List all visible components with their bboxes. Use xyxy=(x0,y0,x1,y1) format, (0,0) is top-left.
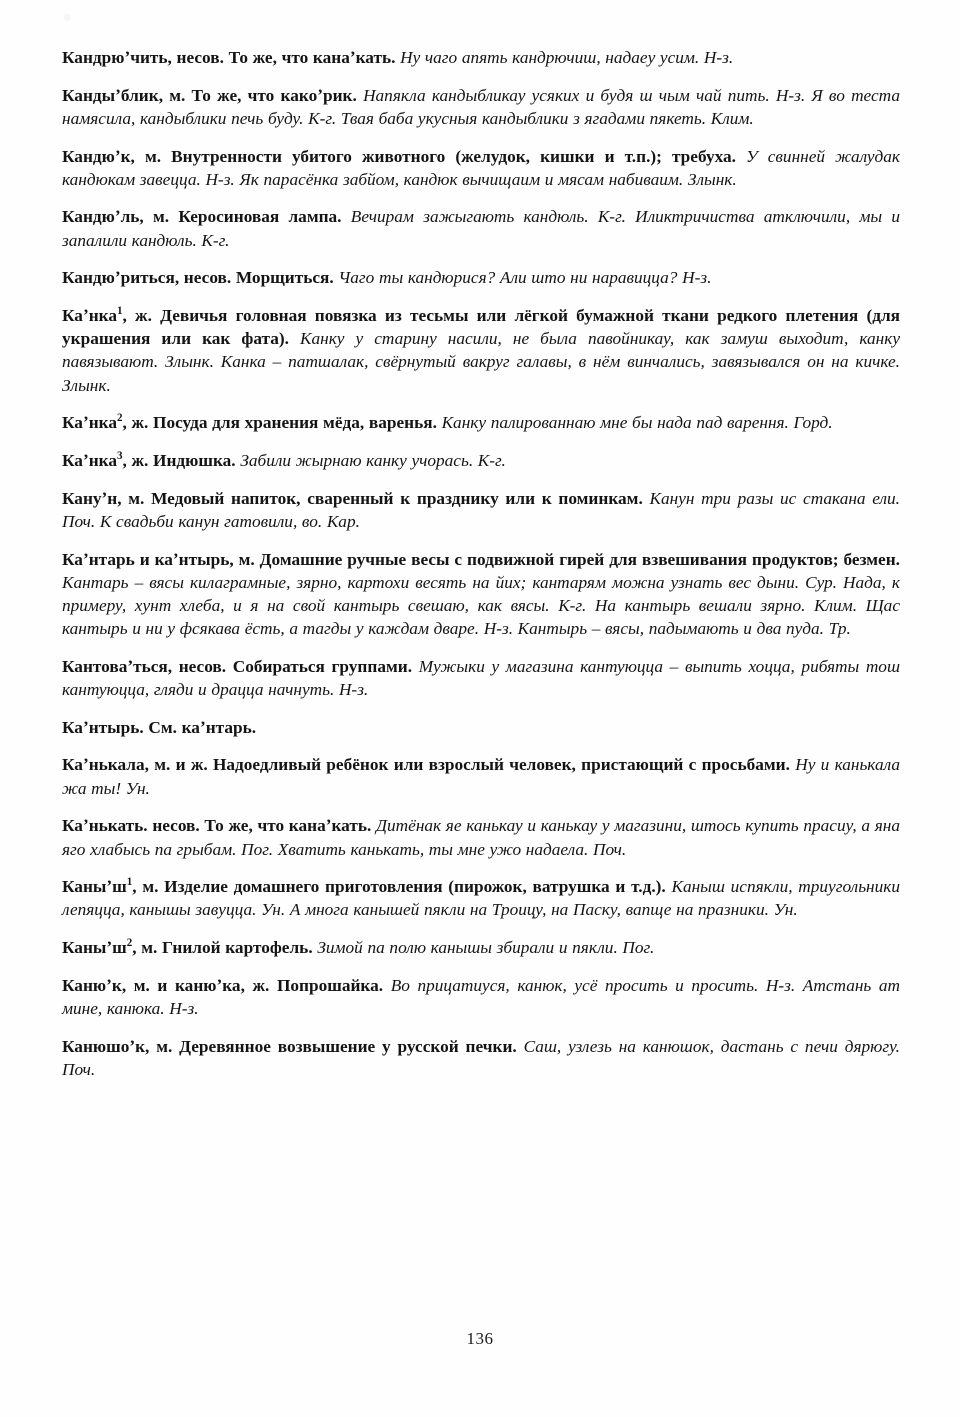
entry-example: Напякла кандыбликау усяких и будя ш чым чай пить. Н-з. Я во теста намясила, кандыблики печь буду. К-г. Твая баба укусныя кандыблики з ягадами пякеть. Клим. xyxy=(62,85,900,128)
dictionary-entry xyxy=(62,716,900,739)
dictionary-entry xyxy=(62,205,900,252)
entry-example: Зимой па полю канышы збирали и пякли. Пог. xyxy=(317,938,655,958)
dictionary-entry xyxy=(62,266,900,289)
dictionary-entry xyxy=(62,449,900,472)
dictionary-entry xyxy=(62,84,900,131)
entry-headword: Канюʼк, м. и канюʼка, ж. Попрошайка. xyxy=(62,975,384,995)
entry-example: Кантарь – вясы килаграмные, зярно, картохи весять на йих; кантарям можна узнать вес дыни. Сур. Нада, к примеру, хунт хлеба, и я на свой кантырь свешаю, как вясы. К-г. На кантырь вешали зярно. Клим. Щас кантырь и ни у фсякава ёсть, а тагды у каждам дваре. Н-з. Кантырь – вясы, падымають и два пуда. Тр. xyxy=(62,572,900,639)
entry-headword: Каныʼш$^2$, м. Гнилой картофель. xyxy=(62,937,313,958)
dictionary-entry xyxy=(62,814,900,861)
entry-example: Чаго ты кандюрися? Али што ни наравицца? Н-з. xyxy=(338,268,712,288)
entry-headword: Кантоваʼться, несов. Собираться группами. xyxy=(62,656,413,676)
entry-example: Дитёнак яе канькау и канькау у магазини, штось купить прасиу, а яна яго хлабысь па грыбам. Пог. Хватить канькать, ты мне ужо надаела. Поч. xyxy=(62,816,900,859)
dictionary-entry xyxy=(62,548,900,641)
entry-example: У свинней жалудак кандюкам завецца. Н-з. Як парасёнка забйом, кандюк вычищаим и мясам набиваим. Злынк. xyxy=(62,146,900,189)
entry-example: Ну и канькала жа ты! Ун. xyxy=(62,755,900,798)
dictionary-entry xyxy=(62,145,900,192)
entry-headword: Канюшоʼк, м. Деревянное возвышение у русской печки. xyxy=(62,1036,517,1056)
entry-example: Канку у старину насили, не была павойникау, как замуш выходит, канку павязывают. Злынк. Канка – патшалак, свёрнутый вакруг галавы, в нём винчались, завязывался он на кичке. Злынк. xyxy=(62,329,900,395)
entry-headword: Каʼнка$^3$, ж. Индюшка. xyxy=(62,450,236,470)
entry-headword: Кануʼн, м. Медовый напиток, сваренный к празднику или к поминкам. xyxy=(62,488,643,508)
dictionary-entry xyxy=(62,936,900,959)
scan-artifact-speck xyxy=(64,14,71,21)
dictionary-entry xyxy=(62,655,900,702)
entry-example: Саш, узлезь на канюшок, дастань с печи дярюгу. Поч. xyxy=(62,1036,900,1079)
entry-example: Канку палированнаю мне бы нада пад варення. Горд. xyxy=(441,413,833,433)
entry-headword: Кандюʼк, м. Внутренности убитого животного (желудок, кишки и т.п.); требуха. xyxy=(62,146,736,166)
entry-example: Канун три разы ис стакана ели. Поч. К свадьби канун гатовили, во. Кар. xyxy=(62,488,901,531)
dictionary-entry xyxy=(62,411,900,434)
entry-headword: Кандрюʼчить, несов. То же, что канаʼкать. xyxy=(62,48,396,67)
dictionary-entry xyxy=(62,753,900,800)
dictionary-entry xyxy=(62,487,900,534)
entry-example: Каныш испякли, триугольники лепяцца, канышы завуцца. Ун. А многа канышей пякли на Троицу, на Паску, вапще на празники. Ун. xyxy=(62,877,900,920)
entry-example: Мужыки у магазина кантуюцца – выпить хоцца, рибяты тош кантуюцца, гляди и драцца начнуть. Н-з. xyxy=(62,656,900,700)
entry-example: Во прицатиуся, канюк, усё просить и просить. Н-з. Атстань ат мине, канюка. Н-з. xyxy=(62,975,900,1018)
dictionary-entry xyxy=(62,46,900,69)
entry-headword: Кандюʼль, м. Керосиновая лампа. xyxy=(62,207,342,227)
entry-example: Забили жырнаю канку учорась. К-г. xyxy=(240,450,506,470)
entry-headword: Кандыʼблик, м. То же, что какоʼрик. xyxy=(62,85,357,105)
page-number: 136 xyxy=(466,1329,494,1348)
entry-headword: Каныʼш$^1$, м. Изделие домашнего приготовления (пирожок, ватрушка и т.д.). xyxy=(62,876,666,897)
entry-headword: Каʼнькать. несов. То же, что канаʼкать. xyxy=(62,816,372,836)
dictionary-entry xyxy=(62,875,900,922)
dictionary-entry-column xyxy=(62,46,900,1081)
entry-headword: Каʼнтырь. См. каʼнтарь. xyxy=(62,717,257,737)
entry-example: Ну чаго апять кандрючиш, надаеу усим. Н-з. xyxy=(400,48,734,67)
entry-example: Вечирам зажыгають кандюль. К-г. Иликтричиства атключили, мы и запалили кандюль. К-г. xyxy=(62,207,900,250)
entry-headword: Каʼнтарь и каʼнтырь, м. Домашние ручные весы с подвижной гирей для взвешивания продуктов; безмен. xyxy=(62,549,900,569)
entry-headword: Кандюʼриться, несов. Морщиться. xyxy=(62,268,334,288)
dictionary-entry xyxy=(62,304,900,397)
dictionary-entry xyxy=(62,1035,900,1082)
entry-headword: Каʼнка$^1$, ж. Девичья головная повязка из тесьмы или лёгкой бумажной ткани редкого плетения (для украшения или как фата). xyxy=(62,305,900,349)
entry-headword: Каʼнка$^2$, ж. Посуда для хранения мёда, варенья. xyxy=(62,412,437,433)
entry-headword: Каʼнькала, м. и ж. Надоедливый ребёнок или взрослый человек, пристающий с просьбами. xyxy=(62,755,790,775)
dictionary-entry xyxy=(62,974,900,1021)
